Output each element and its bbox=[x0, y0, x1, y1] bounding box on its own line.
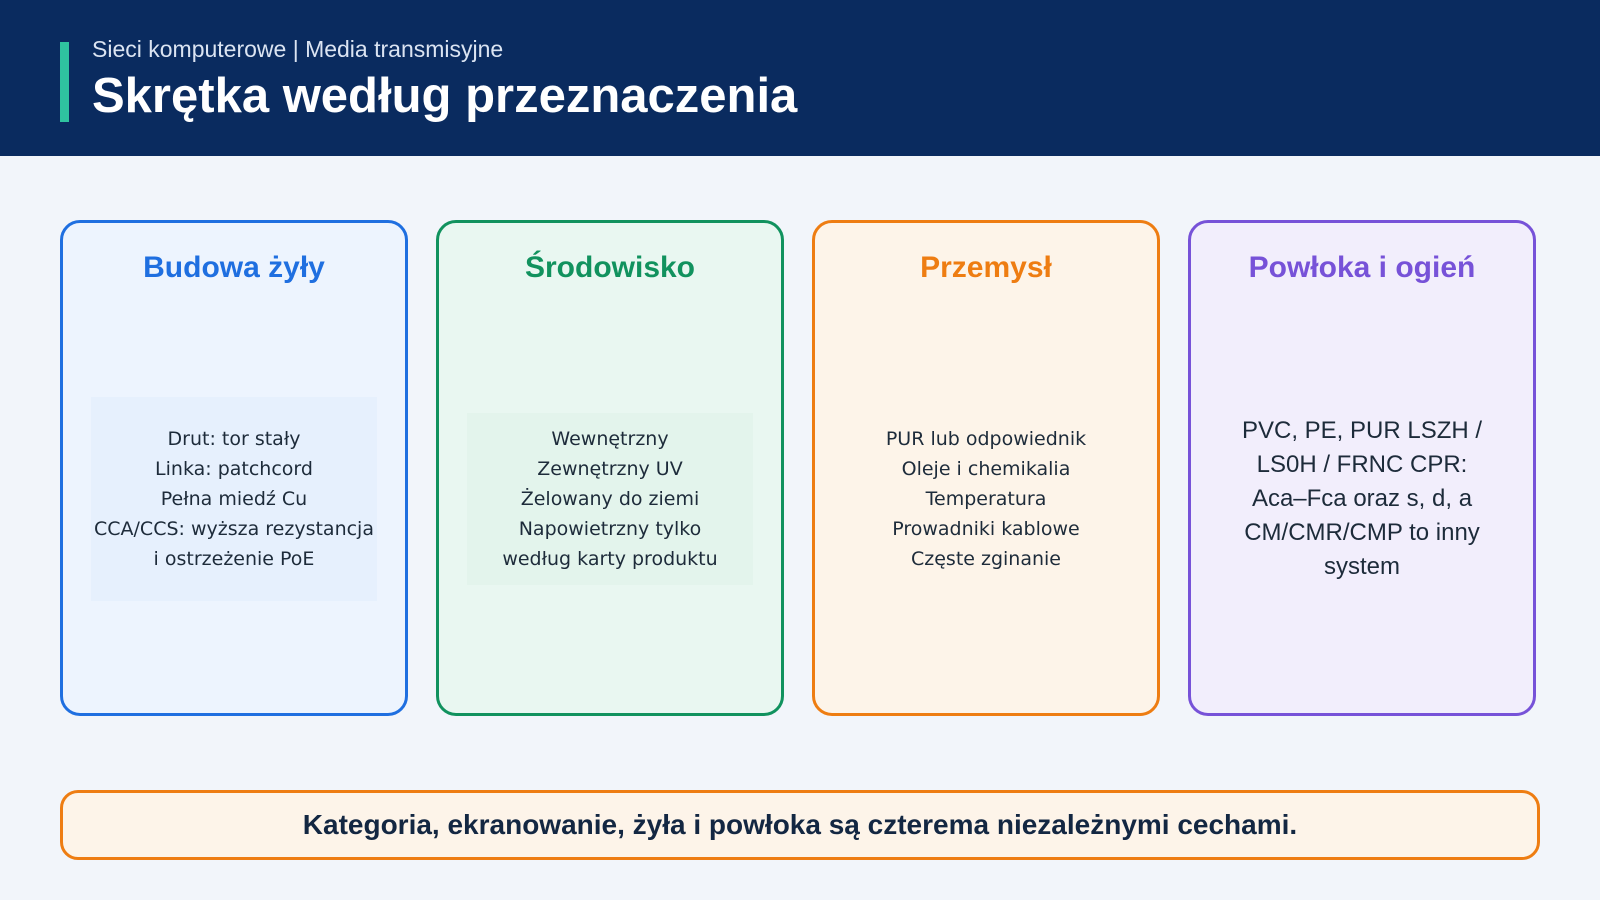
card-line: Wewnętrzny bbox=[551, 428, 669, 450]
card-line: Pełna miedź Cu bbox=[160, 488, 308, 510]
card-title: Budowa żyły bbox=[143, 251, 325, 284]
header-accent-bar bbox=[60, 42, 69, 122]
summary-text: Kategoria, ekranowanie, żyła i powłoka są czterema niezależnymi cechami. bbox=[302, 809, 1298, 840]
card-line: Napowietrzny tylko bbox=[518, 518, 702, 540]
card-line: Prowadniki kablowe bbox=[892, 518, 1080, 540]
card-line: system bbox=[1323, 553, 1400, 580]
card-title: Powłoka i ogień bbox=[1248, 251, 1476, 284]
summary-banner bbox=[60, 790, 1540, 860]
header bbox=[0, 0, 1600, 156]
page-title: Skrętka według przeznaczenia bbox=[92, 69, 798, 123]
card-line: Żelowany do ziemi bbox=[520, 488, 700, 510]
card-body bbox=[467, 413, 753, 585]
card-line: CM/CMR/CMP to inny bbox=[1244, 519, 1480, 546]
card-line: Aca–Fca oraz s, d, a bbox=[1251, 485, 1473, 512]
card-industry bbox=[812, 220, 1160, 716]
card-body bbox=[843, 413, 1129, 585]
card-line: PUR lub odpowiednik bbox=[885, 428, 1087, 450]
card-line: Oleje i chemikalia bbox=[901, 458, 1071, 480]
card-line: i ostrzeżenie PoE bbox=[153, 548, 315, 570]
card-body bbox=[91, 397, 377, 601]
card-line: według karty produktu bbox=[502, 548, 718, 570]
card-line: Drut: tor stały bbox=[167, 428, 301, 450]
card-title: Środowisko bbox=[524, 251, 696, 284]
card-line: PVC, PE, PUR LSZH / bbox=[1241, 417, 1483, 444]
card-jacket-fire bbox=[1188, 220, 1536, 716]
card-line: Linka: patchcord bbox=[155, 458, 313, 480]
card-line: Temperatura bbox=[925, 488, 1047, 510]
card-title: Przemysł bbox=[920, 251, 1052, 284]
card-line: Częste zginanie bbox=[910, 548, 1061, 570]
page-subtitle: Sieci komputerowe | Media transmisyjne bbox=[92, 36, 504, 62]
card-wire-construction bbox=[60, 220, 408, 716]
card-line: Zewnętrzny UV bbox=[537, 458, 683, 480]
card-line: LS0H / FRNC CPR: bbox=[1256, 451, 1468, 478]
card-body bbox=[1227, 413, 1497, 585]
card-line: CCA/CCS: wyższa rezystancja bbox=[94, 518, 374, 540]
card-environment bbox=[436, 220, 784, 716]
